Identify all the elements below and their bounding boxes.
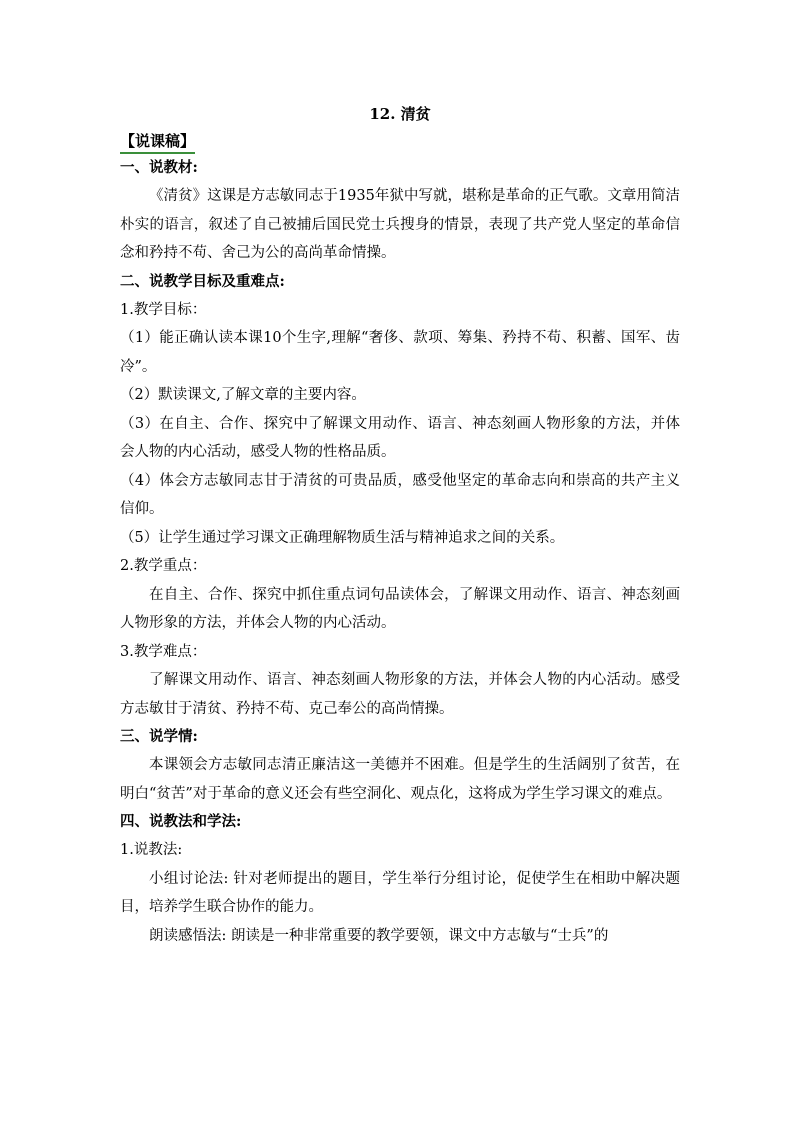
section-tag-wrap: [120, 130, 680, 154]
method-paragraph-1: 小组讨论法: 针对老师提出的题目，学生举行分组讨论，促使学生在相助中解决题目，培养学生联合协作的能力。: [120, 870, 680, 915]
goal-item-1: （1）能正确认读本课10个生字,理解“奢侈、款项、筹集、矜持不苟、积蓄、国军、齿冷”。: [120, 330, 680, 375]
page-title: 12. 清贫: [369, 105, 431, 123]
difficulty-text: 了解课文用动作、语言、神态刻画人物形象的方法，并体会人物的内心活动。感受方志敏甘于清贫、矜持不苟、克己奉公的高尚情操。: [120, 672, 680, 717]
paragraph-textbook: 《清贫》这课是方志敏同志于1935年狱中写就，堪称是革命的正气歌。文章用简洁朴实的语言，叙述了自己被捕后国民党士兵搜身的情景，表现了共产党人坚定的革命信念和矜持不苟、舍己为公的高尚革命情操。: [120, 188, 680, 261]
paragraph-students: 本课领会方志敏同志清正廉洁这一美德并不困难。但是学生的生活阔别了贫苦，在明白“贫苦”对于革命的意义还会有些空洞化、观点化，这将成为学生学习课文的难点。: [120, 757, 680, 802]
heading-students: 三、说学情:: [120, 728, 198, 745]
key-point-label: 2.教学重点：: [120, 558, 207, 574]
section-tag: 【说课稿】: [120, 130, 195, 154]
goal-item-2: （2）默读课文,了解文章的主要内容。: [120, 387, 366, 403]
goal-item-5: （5）让学生通过学习课文正确理解物质生活与精神追求之间的关系。: [120, 529, 565, 546]
goal-item-3: （3）在自主、合作、探究中了解课文用动作、语言、神态刻画人物形象的方法，并体会人物的内心活动，感受人物的性格品质。: [120, 415, 680, 460]
goal-label: 1.教学目标：: [120, 301, 207, 318]
heading-methods: 四、说教法和学法:: [120, 813, 242, 830]
heading-goals: 二、说教学目标及重难点:: [120, 272, 285, 290]
difficulty-label: 3.教学难点：: [120, 643, 207, 660]
key-point-text: 在自主、合作、探究中抓住重点词句品读体会，了解课文用动作、语言、神态刻画人物形象的方法，并体会人物的内心活动。: [120, 586, 680, 631]
document-page: [120, 100, 680, 950]
method-label: 1.说教法:: [120, 842, 183, 858]
goal-item-4: （4）体会方志敏同志甘于清贫的可贵品质，感受他坚定的革命志向和崇高的共产主义信仰。: [120, 472, 680, 517]
heading-textbook: 一、说教材:: [120, 159, 198, 176]
method-paragraph-2: 朗读感悟法: 朗读是一种非常重要的教学要领，课文中方志敏与“士兵”的: [149, 927, 609, 944]
